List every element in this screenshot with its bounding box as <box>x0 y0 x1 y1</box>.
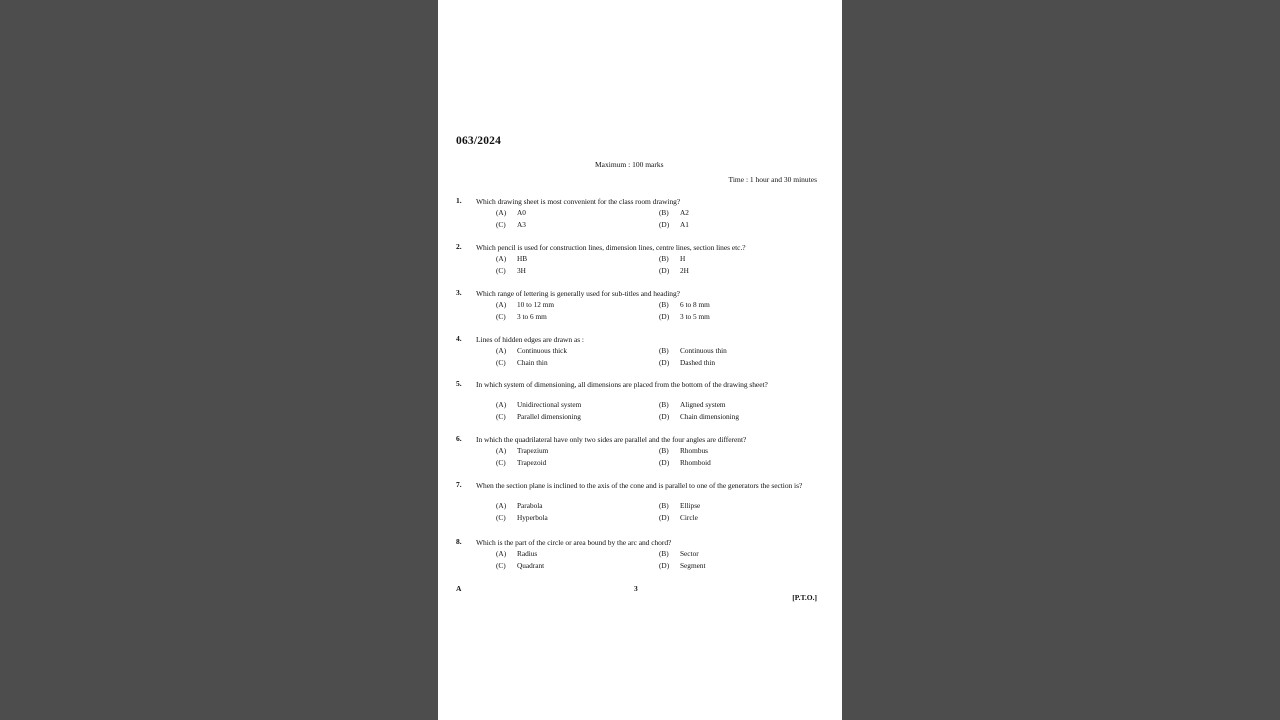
option-letter: (B) <box>659 208 669 217</box>
option-letter: (A) <box>496 346 507 355</box>
option-letter: (C) <box>496 358 506 367</box>
question-text: In which system of dimensioning, all dimensions are placed from the bottom of the drawing sheet? <box>476 379 768 389</box>
option-letter: (A) <box>496 501 507 510</box>
option-text: A2 <box>680 208 689 217</box>
background-right <box>842 0 1280 720</box>
option-text: Parabola <box>517 501 543 510</box>
footer-pto: [P.T.O.] <box>792 593 817 602</box>
option-text: Segment <box>680 561 706 570</box>
option-text: Parallel dimensioning <box>517 412 581 421</box>
option-text: A1 <box>680 220 689 229</box>
option-text: Chain dimensioning <box>680 412 739 421</box>
option-letter: (A) <box>496 400 507 409</box>
question-number: 5. <box>456 379 462 388</box>
option-letter: (D) <box>659 266 670 275</box>
question-text: Lines of hidden edges are drawn as : <box>476 334 584 344</box>
option-letter: (D) <box>659 458 670 467</box>
option-text: 2H <box>680 266 689 275</box>
time-limit: Time : 1 hour and 30 minutes <box>728 175 817 184</box>
question-text: Which pencil is used for construction lines, dimension lines, centre lines, section lines etc.? <box>476 242 746 252</box>
question-number: 8. <box>456 537 462 546</box>
option-letter: (D) <box>659 220 670 229</box>
option-letter: (A) <box>496 208 507 217</box>
option-text: Radius <box>517 549 538 558</box>
option-text: Rhombus <box>680 446 708 455</box>
exam-page <box>438 0 842 720</box>
option-text: Ellipse <box>680 501 701 510</box>
option-letter: (C) <box>496 312 506 321</box>
option-text: 3 to 6 mm <box>517 312 547 321</box>
option-letter: (A) <box>496 300 507 309</box>
option-letter: (C) <box>496 513 506 522</box>
option-letter: (B) <box>659 446 669 455</box>
option-text: Unidirectional system <box>517 400 582 409</box>
option-letter: (D) <box>659 513 670 522</box>
option-text: Continuous thin <box>680 346 727 355</box>
paper-code: 063/2024 <box>456 135 502 147</box>
option-text: Dashed thin <box>680 358 716 367</box>
question-text: When the section plane is inclined to the axis of the cone and is parallel to one of the generators the section is? <box>476 480 803 490</box>
question-number: 4. <box>456 334 462 343</box>
option-letter: (B) <box>659 501 669 510</box>
option-letter: (D) <box>659 312 670 321</box>
option-text: Trapezium <box>517 446 549 455</box>
option-text: A0 <box>517 208 526 217</box>
option-text: Rhomboid <box>680 458 711 467</box>
option-text: 6 to 8 mm <box>680 300 710 309</box>
option-letter: (D) <box>659 412 670 421</box>
option-letter: (A) <box>496 254 507 263</box>
option-text: A3 <box>517 220 526 229</box>
option-text: Quadrant <box>517 561 545 570</box>
option-text: Hyperbola <box>517 513 548 522</box>
option-text: 10 to 12 mm <box>517 300 555 309</box>
question-text: Which drawing sheet is most convenient for the class room drawing? <box>476 196 681 206</box>
question-number: 2. <box>456 242 462 251</box>
option-letter: (C) <box>496 561 506 570</box>
option-text: 3H <box>517 266 526 275</box>
question-text: Which range of lettering is generally used for sub-titles and heading? <box>476 288 680 298</box>
option-letter: (A) <box>496 549 507 558</box>
option-text: Chain thin <box>517 358 548 367</box>
footer-page-number: 3 <box>634 584 638 593</box>
option-text: Trapezoid <box>517 458 547 467</box>
option-text: H <box>680 254 686 263</box>
option-letter: (B) <box>659 300 669 309</box>
option-letter: (B) <box>659 400 669 409</box>
footer-series: A <box>456 584 462 593</box>
option-letter: (C) <box>496 412 506 421</box>
option-text: Circle <box>680 513 698 522</box>
option-letter: (D) <box>659 358 670 367</box>
question-number: 1. <box>456 196 462 205</box>
option-text: Continuous thick <box>517 346 568 355</box>
option-letter: (B) <box>659 549 669 558</box>
option-letter: (B) <box>659 254 669 263</box>
maximum-marks: Maximum : 100 marks <box>595 160 664 169</box>
option-text: HB <box>517 254 528 263</box>
option-letter: (B) <box>659 346 669 355</box>
question-text: Which is the part of the circle or area bound by the arc and chord? <box>476 537 672 547</box>
option-letter: (C) <box>496 220 506 229</box>
question-number: 3. <box>456 288 462 297</box>
option-text: Aligned system <box>680 400 726 409</box>
question-text: In which the quadrilateral have only two sides are parallel and the four angles are different? <box>476 434 747 444</box>
background-left <box>0 0 438 720</box>
option-letter: (A) <box>496 446 507 455</box>
question-number: 6. <box>456 434 462 443</box>
option-text: 3 to 5 mm <box>680 312 710 321</box>
question-number: 7. <box>456 480 462 489</box>
option-letter: (D) <box>659 561 670 570</box>
option-letter: (C) <box>496 266 506 275</box>
option-text: Sector <box>680 549 699 558</box>
option-letter: (C) <box>496 458 506 467</box>
